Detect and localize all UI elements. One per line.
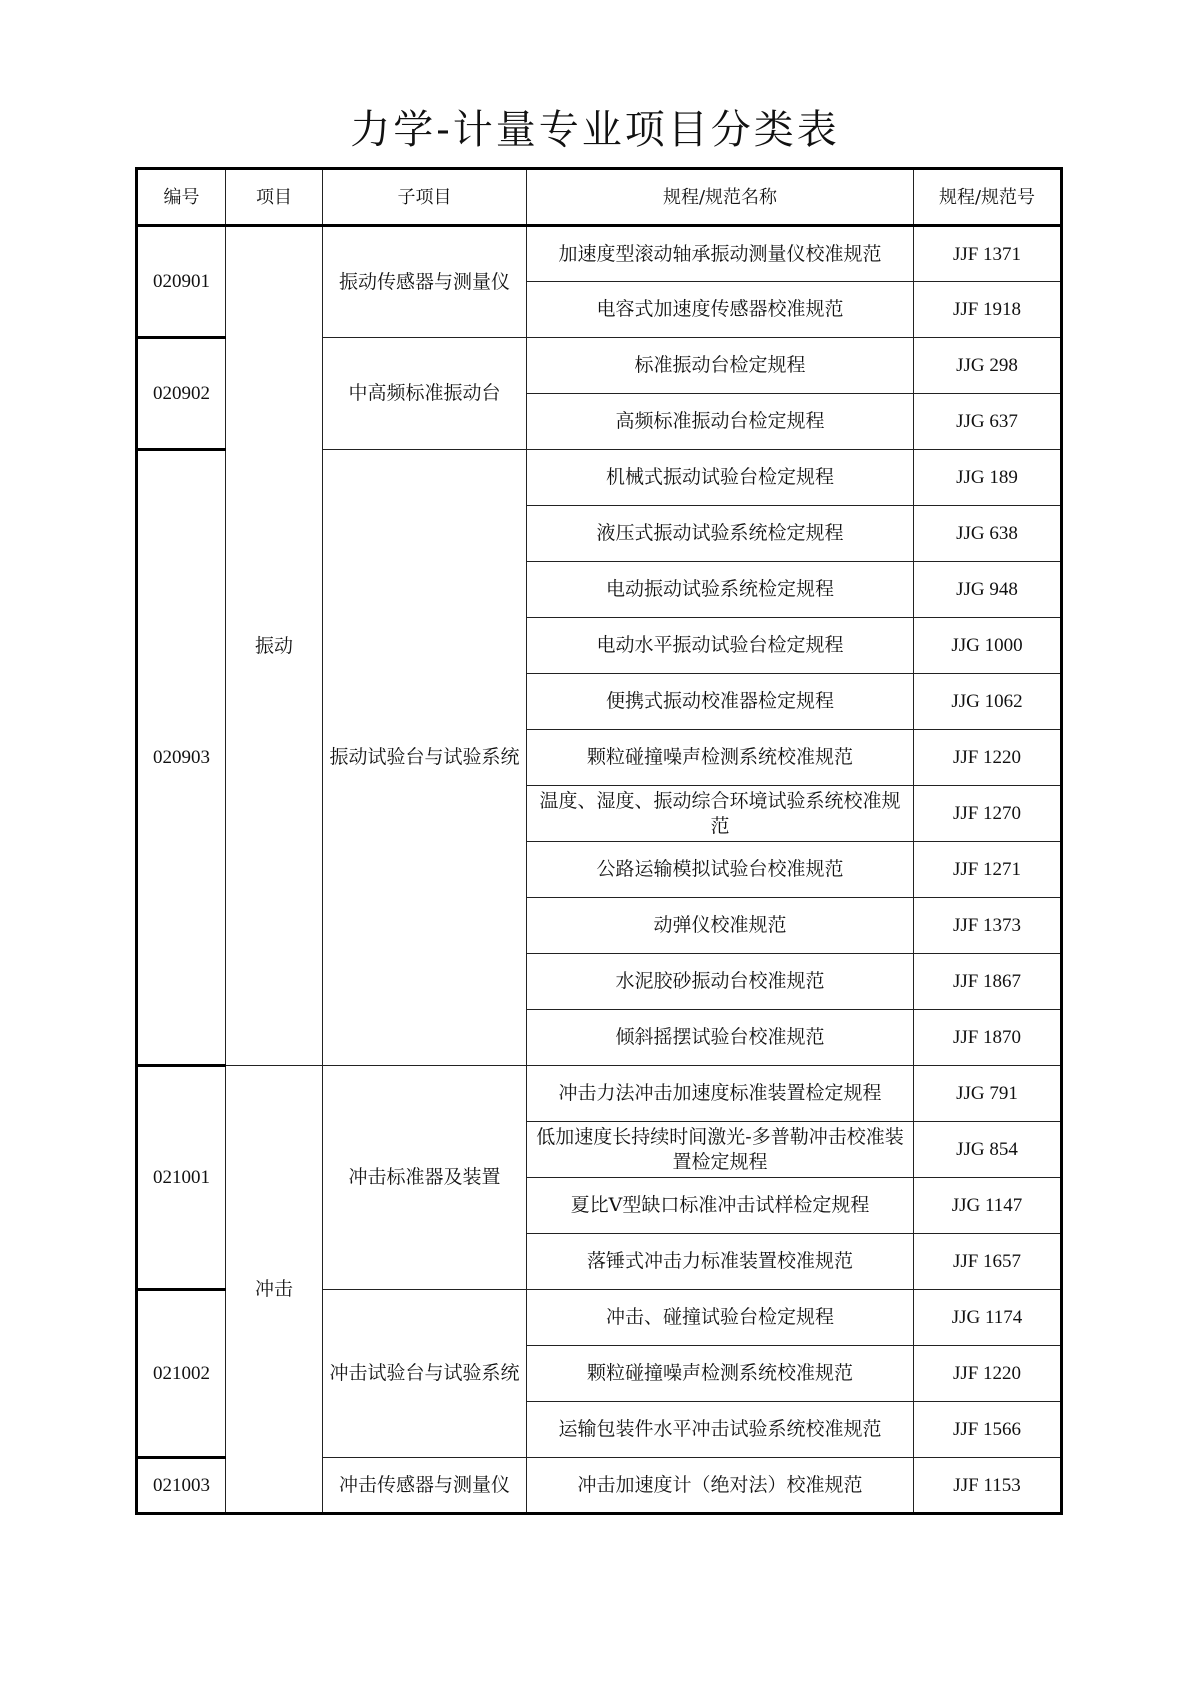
spec-name: 电动水平振动试验台检定规程 <box>527 618 914 674</box>
spec-number: JJF 1566 <box>914 1402 1062 1458</box>
spec-number: JJF 1153 <box>914 1458 1062 1514</box>
spec-name: 冲击加速度计（绝对法）校准规范 <box>527 1458 914 1514</box>
subproject: 中高频标准振动台 <box>323 338 527 450</box>
spec-number: JJG 854 <box>914 1122 1062 1178</box>
spec-number: JJF 1220 <box>914 1346 1062 1402</box>
spec-number: JJG 1062 <box>914 674 1062 730</box>
spec-name: 高频标准振动台检定规程 <box>527 394 914 450</box>
spec-name: 颗粒碰撞噪声检测系统校准规范 <box>527 1346 914 1402</box>
header-name: 规程/规范名称 <box>527 169 914 226</box>
spec-number: JJF 1867 <box>914 954 1062 1010</box>
spec-name: 冲击力法冲击加速度标准装置检定规程 <box>527 1066 914 1122</box>
spec-name: 低加速度长持续时间激光-多普勒冲击校准装置检定规程 <box>527 1122 914 1178</box>
spec-name: 便携式振动校准器检定规程 <box>527 674 914 730</box>
spec-number: JJF 1870 <box>914 1010 1062 1066</box>
classification-table <box>135 167 1063 1515</box>
header-subproject: 子项目 <box>323 169 527 226</box>
spec-name: 电容式加速度传感器校准规范 <box>527 282 914 338</box>
spec-number: JJG 791 <box>914 1066 1062 1122</box>
spec-name: 温度、湿度、振动综合环境试验系统校准规范 <box>527 786 914 842</box>
project-shock: 冲击 <box>226 1066 323 1514</box>
project-vibration: 振动 <box>226 226 323 1066</box>
page-title: 力学-计量专业项目分类表 <box>350 107 840 153</box>
header-code: 编号 <box>137 169 226 226</box>
item-code: 020903 <box>137 450 226 1066</box>
spec-number: JJG 189 <box>914 450 1062 506</box>
spec-number: JJF 1371 <box>914 226 1062 282</box>
spec-name: 水泥胶砂振动台校准规范 <box>527 954 914 1010</box>
spec-name: 夏比V型缺口标准冲击试样检定规程 <box>527 1178 914 1234</box>
spec-name: 倾斜摇摆试验台校准规范 <box>527 1010 914 1066</box>
spec-name: 冲击、碰撞试验台检定规程 <box>527 1290 914 1346</box>
table-row <box>137 226 1062 282</box>
spec-name: 液压式振动试验系统检定规程 <box>527 506 914 562</box>
spec-number: JJF 1220 <box>914 730 1062 786</box>
item-code: 020902 <box>137 338 226 450</box>
spec-name: 加速度型滚动轴承振动测量仪校准规范 <box>527 226 914 282</box>
spec-number: JJG 1174 <box>914 1290 1062 1346</box>
table-row <box>137 1066 1062 1122</box>
header-project: 项目 <box>226 169 323 226</box>
item-code: 021003 <box>137 1458 226 1514</box>
header-row <box>137 169 1062 226</box>
spec-name: 落锤式冲击力标准装置校准规范 <box>527 1234 914 1290</box>
item-code: 021002 <box>137 1290 226 1458</box>
spec-number: JJG 298 <box>914 338 1062 394</box>
spec-number: JJG 1147 <box>914 1178 1062 1234</box>
spec-name: 标准振动台检定规程 <box>527 338 914 394</box>
spec-name: 颗粒碰撞噪声检测系统校准规范 <box>527 730 914 786</box>
spec-name: 运输包装件水平冲击试验系统校准规范 <box>527 1402 914 1458</box>
spec-number: JJF 1271 <box>914 842 1062 898</box>
spec-number: JJF 1373 <box>914 898 1062 954</box>
spec-number: JJF 1270 <box>914 786 1062 842</box>
subproject: 冲击标准器及装置 <box>323 1066 527 1290</box>
header-number: 规程/规范号 <box>914 169 1062 226</box>
item-code: 021001 <box>137 1066 226 1290</box>
spec-number: JJG 637 <box>914 394 1062 450</box>
spec-number: JJF 1918 <box>914 282 1062 338</box>
spec-name: 电动振动试验系统检定规程 <box>527 562 914 618</box>
spec-name: 动弹仪校准规范 <box>527 898 914 954</box>
item-code: 020901 <box>137 226 226 338</box>
subproject: 振动试验台与试验系统 <box>323 450 527 1066</box>
spec-name: 机械式振动试验台检定规程 <box>527 450 914 506</box>
subproject: 振动传感器与测量仪 <box>323 226 527 338</box>
spec-number: JJG 1000 <box>914 618 1062 674</box>
spec-number: JJG 638 <box>914 506 1062 562</box>
spec-number: JJG 948 <box>914 562 1062 618</box>
subproject: 冲击传感器与测量仪 <box>323 1458 527 1514</box>
subproject: 冲击试验台与试验系统 <box>323 1290 527 1458</box>
spec-number: JJF 1657 <box>914 1234 1062 1290</box>
spec-name: 公路运输模拟试验台校准规范 <box>527 842 914 898</box>
